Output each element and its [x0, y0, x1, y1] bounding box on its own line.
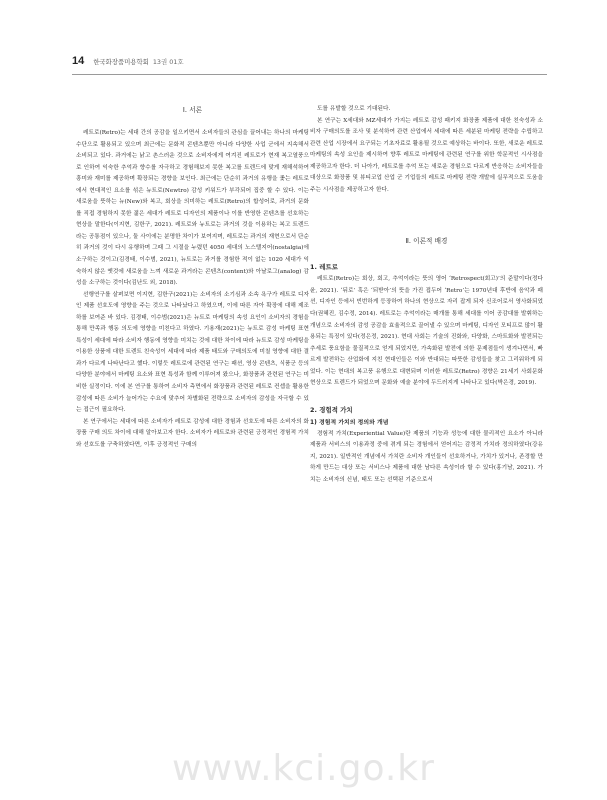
body-paragraph: 본 연구는 X세대와 MZ세대가 가지는 레트로 감성 패키지 화장품 제품에 대한 친숙성과 소비자 구매의도를 조사 및 분석하여 관련 산업에서 세대에 따른 세분된 마케팅 전략을 수립하고 관련 산업 시장에서 요구되는 기초자료로 활용될 것으로 예상하는 바이다. 또한, 새로운 레트로 마케팅의 속성 요인을 제시하여 향후 레트로 마케팅에 관련된 연구를 위한 학문적인 시사점을 제공하고자 한다. 더 나아가, 레트로를 추억 또는 새로운 경험으로 다르게 반응하는 소비자들을 대상으로 화장품 및 뷰티코업 산업 군 기업들의 레트로 마케팅 전략 개발에 실무적으로 도움을 주는 시사점을 제공하고자 한다.	[310, 117, 543, 193]
body-paragraph: 본 연구에서는 세대에 따른 소비자가 레트로 감성에 대한 경험과 선호도에 따른 소비자의 화장품 구매 의도 차이에 대해 알아보고자 한다. 소비자가 레트로와 관련된 긍정적인 경험적 가치와 선호도를 구축하였다면, 이후 긍정적인 구매의	[76, 418, 309, 448]
subsubsection-title-definition: 1) 경험적 가치의 정의와 개념	[310, 419, 389, 426]
journal-volume: 13권 01호	[152, 57, 184, 66]
section-title-theory: Ⅱ. 이론적 배경	[405, 237, 448, 246]
body-paragraph: 선행연구를 살펴보면 이지현, 김한구(2021)는 소비자의 소기심과 소속 욕구가 레트로 디자인 제품 선호도에 영향을 주는 것으로 나타났다고 하였으며, 이에 따른 자아 확장에 대해 제조하를 보여준 바 있다. 김경태, 이수범(2021)은 뉴트로 마케팅의 속성 요인이 소비자의 경험을 통해 만족과 행동 의도에 영향을 미친다고 하였다. 기용재(2021)는 뉴트로 감성 마케팅 표현 특성이 세대에 따라 소비자 행동에 영향을 미치는 것에 대한 차이에 따라 뉴트로 감성 마케팅을 이용한 상품에 대한 트렌트 친숙성이 세대에 따라 제품 태도와 구매의도에 미칠 영향에 대한 결과가 다르게 나타난다고 했다. 이렇듯 레트로에 관련된 연구는 패션, 영상 콘텐츠, 식품군 등의 다양한 분야에서 마케팅 요소와 표현 특성과 함께 이루어져 왔으나, 화장품과 관련된 연구는 미비한 실정이다. 이에 본 연구를 통하여 소비자 측면에서 화장품과 관련된 레트로 컨셉을 활용한 감성에 따른 소비가 늘어가는 수요에 맞추어 차별화된 전략으로 소비자의 감성을 자극할 수 있는 접근이 필요하다.	[76, 291, 309, 414]
body-paragraph: 경험적 가치(Experiential Value)란 제품의 기능과 성능에 대한 물리적인 요소가 아니라 제품과 서비스의 이용과정 중에 겪게 되는 경험에서 얻어지는 감정적 가치라 정의하였다(강유지, 2021). 일반적인 개념에서 가치란 소비자 개인들이 선호하거나, 가치가 있거나, 존경할 만하게 만드는 대상 또는 서비스나 제품에 대한 남다른 속성이라 할 수 있다(홍기남, 2021). 가치는 소비자의 신념, 태도 또는 선택된 기준으로서	[310, 430, 543, 484]
right-column	[310, 104, 543, 487]
page-header	[72, 54, 552, 68]
header-divider	[72, 74, 547, 75]
body-paragraph: 레트로(Retro)는 회상, 회고, 추억이라는 뜻의 영어 ‘Retrospect(회고)’의 준말이다(정다윤, 2021). ‘뒤로’ 혹은 ‘되받아’의 뜻을 가진 접두어 ‘Retro’는 1970년대 후반에 음악과 패션, 디자인 등에서 빈번하게 등장하여 하나의 현상으로 자리 잡게 되자 신조어로서 영사화되었다(권혜진, 김수정, 2014). 레트로는 추억이라는 매개를 통해 세대를 이어 공감대를 발휘하는 개념으로 소비자의 감성 공감을 효율적으로 끌어낼 수 있으며 마케팅, 디자인 모티프로 많이 활용되는 특징이 있다(정은정, 2021). 현대 사회는 기술의 진화와, 다양화, 스마트화와 발전되는 추세로 풍요함을 물질적으로 얻게 되었지만, 가속화된 발전에 의한 문제점들이 생겨나면서, 빠르게 발전하는 산업화에 지친 현대인들은 이와 반대되는 따뜻한 감성들을 찾고 그리워하게 되었다. 이는 현대의 복고풍 유행으로 대변되며 이러한 레트로(Retro) 경향은 21세기 사회문화 현상으로 트렌드가 되었으며 문화와 예술 분야에 두드러지게 나타나고 있다(박은경, 2019).	[310, 276, 543, 387]
subsection-title-experiential-value: 2. 경험적 가치	[310, 405, 353, 414]
page-number: 14	[72, 55, 85, 67]
journal-title	[93, 57, 183, 66]
subsection-title-retro: 1. 레트로	[310, 263, 338, 272]
journal-name: 한국화장품미용학회	[93, 57, 149, 66]
watermark-url: www.kci.go.kr	[172, 748, 435, 789]
body-paragraph: 레트로(Retro)는 세대 간의 공감을 일으키면서 소비자들의 관심을 끌어내는 하나의 마케팅 수단으로 활용되고 있으며 최근에는 문화적 콘텐츠뿐만 아니라 다양한 사업 군에서 지속해서 소비되고 있다. 과거에는 낡고 촌스러운 것으로 소비자에게 여겨진 레트로가 현재 복고열풍으로 인하여 익숙한 추억과 향수를 자극하고 경험해보지 못한 복고를 트렌드에 맞게 재해석하여 흥미와 재미를 제공하며 확장되는 경향을 보인다. 최근에는 단순히 과거의 유행을 좇는 레트로에서 현대적인 요소를 섞은 뉴트로(Newtro) 감성 키워드가 부각되어 집중 할 수 있다. 이는 새로움을 뜻하는 뉴(New)와 복고, 회상을 의미하는 레트로(Retro)의 합성어로, 과거의 문화를 직접 경험하지 못한 젊은 세대가 레트로 디자인의 제품이나 이를 반영한 콘텐츠를 선호하는 현상을 말한다(이지현, 김한구, 2021). 레트로와 뉴트로는 과거의 것을 이용하는 복고 트렌드라는 공통점이 있으나, 둘 사이에는 분명한 차이가 보여지며, 레트로는 과거의 재현으로서 단순히 과거의 것이 다시 유행하며 그때 그 시절을 누렸던 4050 세대의 노스탤지어(nostalgia)에 소구하는 것이고(김경태, 이수범, 2021), 뉴트로는 과거를 경험한 적이 없는 1020 세대가 익숙하지 않은 옛것에 새로움을 느껴 새로운 과거라는 콘텐츠(content)와 아날로그(analog) 감성을 소구하는 것이다(김난도 외, 2018).	[76, 130, 309, 287]
left-column	[76, 104, 309, 451]
section-title-introduction: Ⅰ. 서론	[182, 106, 203, 114]
body-paragraph: 도를 유발할 것으로 기대된다.	[317, 106, 391, 112]
